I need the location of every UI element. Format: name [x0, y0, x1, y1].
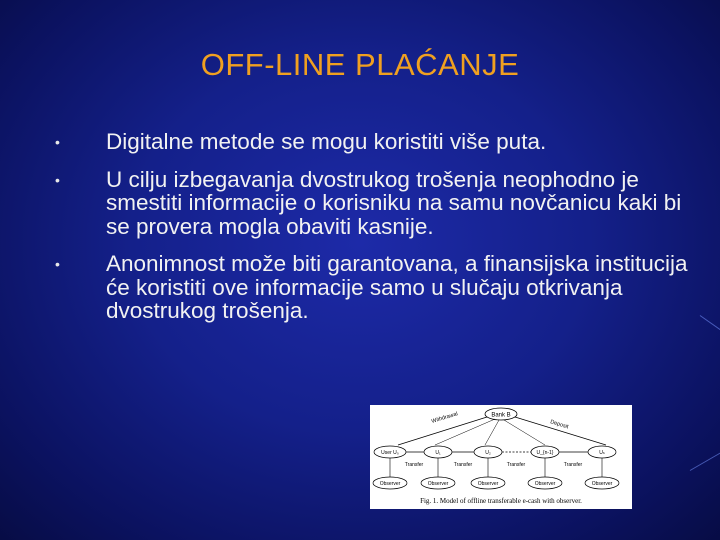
observer-label: Observer: [477, 481, 499, 487]
observer-node: [373, 477, 407, 489]
user-label: U₂: [485, 450, 491, 456]
transfer-label: Transfer: [506, 462, 526, 468]
user-label: User U₀: [381, 450, 399, 456]
observer-node: [471, 477, 505, 489]
link-line: [435, 419, 495, 445]
figure-caption: Fig. 1. Model of offline transferable e-cash with observer.: [420, 497, 582, 505]
link-line: [504, 420, 545, 445]
user-node: [531, 446, 559, 458]
observer-node: [585, 477, 619, 489]
bullet-list: [50, 130, 690, 337]
user-node: [474, 446, 502, 458]
observer-label: Observer: [534, 481, 556, 487]
bank-label: Bank B: [491, 412, 511, 419]
transfer-label: Transfer: [404, 462, 424, 468]
bullet-icon: •: [55, 134, 60, 150]
user-node: [588, 446, 616, 458]
bullet-item: [50, 130, 690, 154]
bullet-text: Digitalne metode se mogu koristiti više puta.: [106, 129, 547, 154]
link-line: [485, 420, 499, 445]
bullet-text: U cilju izbegavanja dvostrukog trošenja neophodno je smestiti informacije o korisniku na samu novčanicu kaki bi se provera mogla obaviti kasnije.: [106, 166, 682, 239]
ecash-diagram-figure: [370, 405, 632, 509]
bullet-icon: •: [55, 256, 60, 272]
observer-label: Observer: [379, 481, 401, 487]
slide-title: OFF-LINE PLAĆANJE: [200, 47, 520, 82]
observer-node: [421, 477, 455, 489]
user-node: [424, 446, 452, 458]
user-label: U_{n-1}: [536, 450, 554, 456]
user-label: Uₙ: [599, 450, 605, 456]
bullet-icon: •: [55, 171, 60, 188]
deposit-label: Deposit: [549, 419, 570, 431]
decor-streak: [690, 450, 720, 471]
withdrawal-label: Withdrawal: [430, 411, 459, 425]
bullet-item: [50, 168, 690, 239]
user-node: [374, 446, 406, 458]
observer-label: Observer: [427, 481, 449, 487]
bullet-text: Anonimnost može biti garantovana, a finansijska institucija će koristiti ove informacije samo u slučaju otkrivanja dvostrukog trošenja.: [106, 251, 688, 323]
user-label: U₁: [435, 450, 441, 456]
transfer-label: Transfer: [453, 462, 473, 468]
bullet-item: [50, 252, 690, 323]
transfer-label: Transfer: [563, 462, 583, 468]
observer-node: [528, 477, 562, 489]
observer-label: Observer: [591, 481, 613, 487]
decor-streak: [700, 315, 720, 339]
